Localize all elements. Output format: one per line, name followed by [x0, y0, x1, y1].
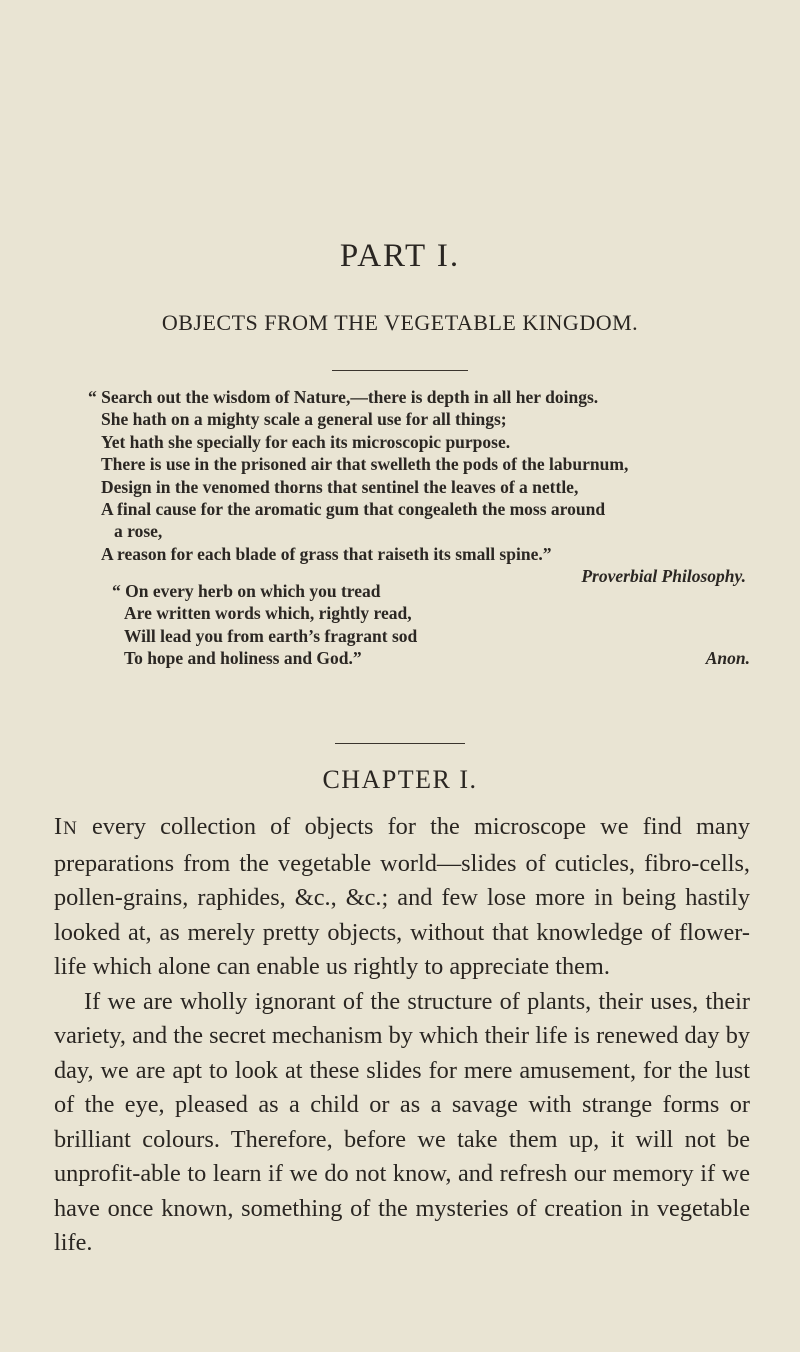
- paragraph: [54, 810, 750, 985]
- section-title: OBJECTS FROM THE VEGETABLE KINGDOM.: [161, 310, 639, 335]
- divider-rule: [332, 370, 468, 371]
- epigraph-attribution: Proverbial Philosophy.: [581, 566, 746, 587]
- part-title: PART I.: [339, 238, 461, 274]
- lead-initial: I: [54, 813, 64, 840]
- chapter-body: [54, 810, 750, 1261]
- lead-smallcaps: N: [63, 818, 78, 839]
- epigraph-line: “ Search out the wisdom of Nature,—there is depth in all her doings.: [88, 387, 599, 407]
- paragraph-text: every collection of objects for the microscope we find many preparations from the vegetable world—slides of cuticles, fibro-cells, pollen-grains, raphides, &c., &c.; and few lose more in being hastily looked at, as merely pretty objects, without that knowledge of flower-life which alone can enable us rightly to appreciate them.: [54, 813, 750, 980]
- epigraph-line: Will lead you from earth’s fragrant sod: [124, 625, 418, 646]
- epigraph-attribution: Anon.: [705, 648, 750, 669]
- epigraph-last-row: [112, 647, 750, 669]
- epigraph-anon: [112, 580, 750, 670]
- epigraph-line: Are written words which, rightly read,: [124, 603, 412, 624]
- epigraph-line: A reason for each blade of grass that raiseth its small spine.”: [101, 543, 552, 564]
- epigraph-line: A final cause for the aromatic gum that congealeth the moss around: [101, 499, 606, 520]
- epigraph-line: Design in the venomed thorns that sentinel the leaves of a nettle,: [101, 476, 579, 497]
- divider-rule: [335, 743, 465, 744]
- epigraph-line: She hath on a mighty scale a general use for all things;: [101, 409, 507, 430]
- epigraph-line: Yet hath she specially for each its microscopic purpose.: [101, 431, 511, 452]
- epigraph-proverbial-philosophy: [88, 386, 748, 588]
- chapter-title: CHAPTER I.: [322, 765, 478, 794]
- epigraph-line: a rose,: [114, 521, 163, 542]
- epigraph-line: There is use in the prisoned air that swelleth the pods of the laburnum,: [101, 454, 629, 475]
- paragraph: If we are wholly ignorant of the structure of plants, their uses, their variety, and the secret mechanism by which their life is renewed day by day, we are apt to look at these slides for mere amusement, for the lust of the eye, pleased as a child or as a savage with strange forms or brilliant colours. Therefore, before we take them up, it will not be unprofit-able to learn if we do not know, and refresh our memory if we have once known, something of the mysteries of creation in vegetable life.: [54, 987, 750, 1256]
- epigraph-line: “ On every herb on which you tread: [112, 581, 381, 601]
- epigraph-line: To hope and holiness and God.”: [124, 648, 362, 669]
